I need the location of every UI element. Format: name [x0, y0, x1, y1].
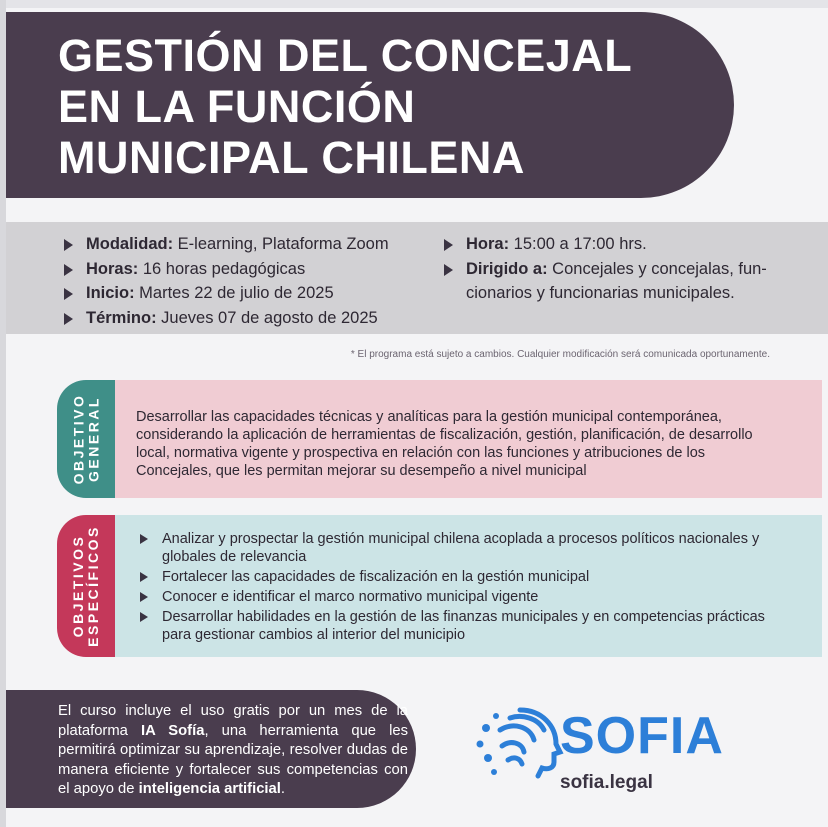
triangle-bullet-icon — [64, 264, 73, 276]
info-label: Horas: — [86, 259, 139, 278]
page-edge-top — [0, 0, 828, 8]
objetivo-general-text: Desarrollar las capacidades técnicas y analíticas para la gestión municipal contemporánea, considerando la aplicación de herramientas de fiscalización, gestión, planificación, de desarrollo local, normativa vigente y prospectiva en relación con las funciones y atribuciones de los Concejales, que les permitan mejorar su desempeño a nivel municipal — [136, 409, 753, 479]
list-item-text: Fortalecer las capacidades de fiscalización en la gestión municipal — [162, 569, 590, 585]
footer-text-part: El curso incluye el uso gratis por un mes de la plataforma — [58, 703, 408, 739]
title-line-1: GESTIÓN DEL CONCEJAL — [58, 30, 633, 81]
info-label: Dirigido a: — [466, 259, 548, 278]
footer-bold-ia-sofia: IA Sofía — [140, 722, 205, 739]
list-item-text: Conocer e identificar el marco normativo municipal vigente — [162, 589, 539, 605]
brand-url[interactable]: sofia.legal — [560, 772, 653, 793]
footer-text — [58, 702, 408, 800]
info-value: Concejales y concejalas, fun-cionarios y funcionarias municipales. — [466, 259, 767, 302]
list-item — [138, 588, 778, 606]
info-label: Término: — [86, 308, 157, 327]
tab-label-line-2: GENERAL — [85, 396, 102, 482]
info-label: Modalidad: — [86, 235, 174, 253]
info-value: Martes 22 de julio de 2025 — [134, 284, 334, 302]
triangle-bullet-icon — [140, 612, 148, 622]
info-item-termino — [62, 306, 412, 331]
info-label: Inicio: — [86, 284, 135, 302]
triangle-bullet-icon — [444, 239, 453, 251]
triangle-bullet-icon — [64, 288, 73, 300]
list-item-text: Desarrollar habilidades en la gestión de las finanzas municipales y en competencias prácticas para gestionar cambios al interior del municipio — [162, 609, 765, 643]
info-column-left — [62, 232, 412, 330]
info-value: E-learning, Plataforma Zoom — [173, 235, 389, 253]
triangle-bullet-icon — [64, 313, 73, 325]
brand-name: SOFIA — [560, 707, 724, 765]
disclaimer-note: * El programa está sujeto a cambios. Cualquier modificación será comunicada oportunamente. — [350, 349, 770, 360]
tab-label-line-2: ESPECÍFICOS — [85, 525, 102, 647]
footer-bold-ia: inteligencia artificial — [138, 781, 281, 797]
objetivo-general-tab — [57, 380, 115, 498]
info-item-inicio — [62, 281, 412, 306]
info-value: 16 horas pedagógicas — [138, 259, 306, 278]
info-item-hora — [442, 232, 802, 257]
info-band — [6, 222, 828, 334]
list-item-text: Analizar y prospectar la gestión municipal chilena acoplada a procesos políticos nacionales y globales de relevancia — [162, 531, 760, 565]
triangle-bullet-icon — [444, 264, 453, 276]
footer-text-part: . — [280, 781, 286, 797]
info-item-dirigido — [442, 257, 802, 306]
objetivos-especificos-list — [138, 530, 778, 646]
info-value: Jueves 07 de agosto de 2025 — [156, 308, 378, 327]
footer-text-part: , una herramienta que les permitirá optimizar su aprendizaje, resolver dudas de manera eficiente y fortalecer sus competencias con el apoyo de — [58, 722, 408, 797]
info-item-horas — [62, 257, 412, 282]
tab-label-line-1: OBJETIVO — [70, 393, 87, 485]
title-line-2: EN LA FUNCIÓN — [58, 81, 416, 132]
title-line-3: MUNICIPAL CHILENA — [58, 132, 525, 183]
info-value: 15:00 a 17:00 hrs. — [509, 235, 647, 253]
triangle-bullet-icon — [140, 534, 148, 544]
list-item — [138, 568, 778, 586]
info-item-modalidad — [62, 232, 412, 257]
page-title — [58, 30, 698, 183]
triangle-bullet-icon — [140, 592, 148, 602]
list-item — [138, 530, 778, 566]
list-item — [138, 608, 778, 644]
tab-label-line-1: OBJETIVOS — [70, 534, 87, 638]
info-label: Hora: — [466, 235, 510, 253]
objetivos-especificos-tab — [57, 515, 115, 657]
triangle-bullet-icon — [64, 239, 73, 251]
info-column-right — [442, 232, 802, 306]
triangle-bullet-icon — [140, 572, 148, 582]
